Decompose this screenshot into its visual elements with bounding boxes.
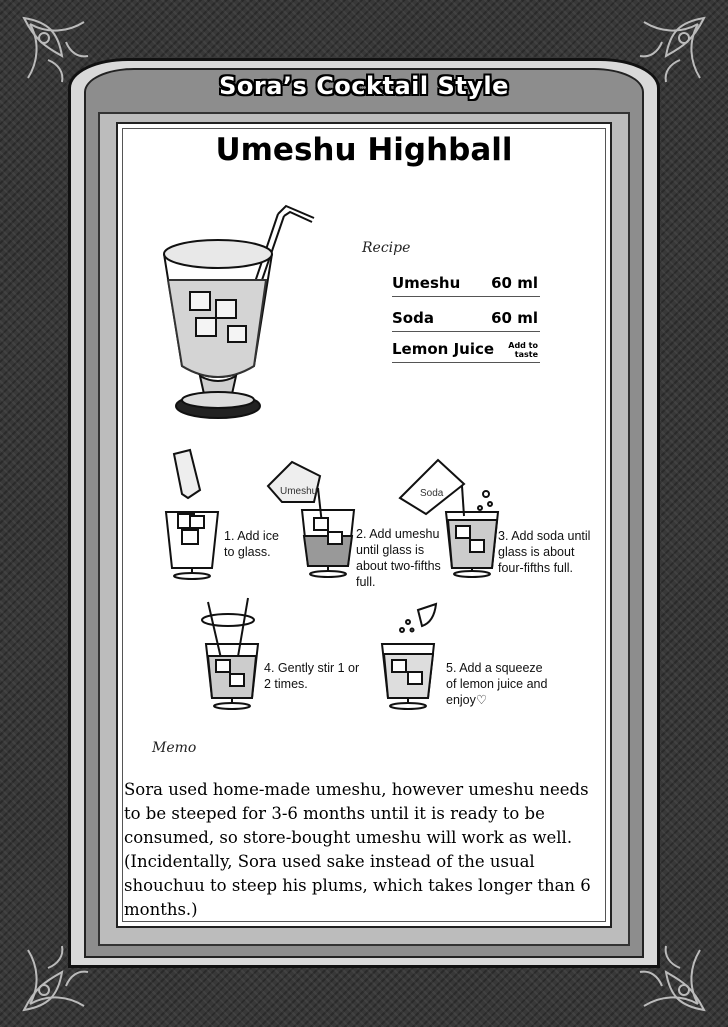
ingredient-amount: 60 ml (491, 309, 538, 327)
ingredient-row (392, 266, 540, 297)
drink-title: Umeshu Highball (215, 132, 513, 168)
step-1-text: 1. Add ice to glass. (224, 529, 279, 559)
ingredient-row (392, 332, 540, 363)
umeshu-pour-glass-icon (262, 458, 358, 580)
step-2-text: 2. Add umeshu until glass is about two-fifths full. (356, 527, 441, 589)
step-4-text: 4. Gently stir 1 or 2 times. (264, 661, 360, 691)
series-title: Sora’s Cocktail Style (219, 72, 509, 100)
memo-text: Sora used home-made umeshu, however umeshu needs to be steeped for 3-6 months until it is ready to be consumed, so store-bought umeshu will work as well. (Incidentally, Sora used sake instead of the usual shouchuu to steep his plums, which takes longer than 6 months.) (124, 780, 591, 919)
ice-tongs-glass-icon (160, 450, 230, 580)
lemon-squeeze-glass-icon (378, 600, 444, 712)
soda-pour-glass-icon (396, 454, 500, 578)
step-5-text: 5. Add a squeeze of lemon juice and enjoy♡ (446, 661, 548, 707)
recipe-label: Recipe (362, 240, 411, 256)
ingredient-amount: Add to taste (508, 341, 538, 359)
stirring-glass-icon (198, 598, 268, 714)
highball-glass-icon (160, 200, 320, 430)
can-label: Soda (420, 488, 444, 499)
memo-label: Memo (152, 740, 197, 756)
ingredient-name: Umeshu (392, 274, 461, 292)
ingredient-row (392, 301, 540, 332)
step-3-text: 3. Add soda until glass is about four-fifths full. (498, 529, 591, 575)
ingredient-amount: 60 ml (491, 274, 538, 292)
carton-label: Umeshu (280, 486, 318, 497)
ingredient-name: Lemon Juice (392, 340, 495, 358)
ingredient-name: Soda (392, 309, 434, 327)
